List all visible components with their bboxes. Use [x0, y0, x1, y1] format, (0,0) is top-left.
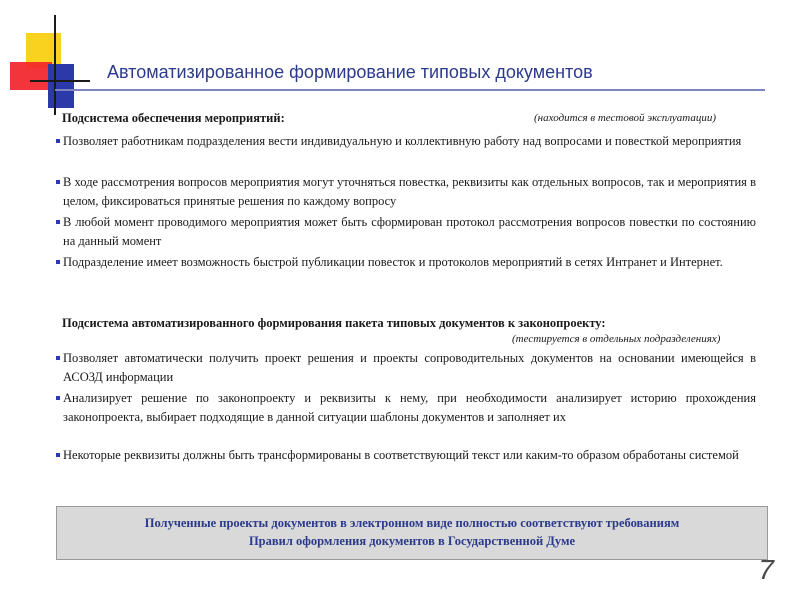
bullet-marker	[56, 396, 60, 400]
slide-title: Автоматизированное формирование типовых документов	[107, 62, 593, 82]
section2-status: (тестируется в отдельных подразделениях)	[512, 333, 721, 345]
bullet-marker	[56, 453, 60, 457]
bullet-text: Позволяет автоматически получить проект решения и проекты сопроводительных документов на основании имеющейся в АСОЗД информации	[63, 351, 756, 384]
bullet-marker	[56, 220, 60, 224]
page-number: 7	[758, 554, 774, 585]
section1-heading: Подсистема обеспечения мероприятий:	[62, 111, 285, 125]
title-underline	[55, 89, 765, 91]
section2-bullet-2	[56, 389, 756, 426]
bullet-text: Подразделение имеет возможность быстрой публикации повесток и протоколов мероприятий в сетях Интранет и Интернет.	[63, 255, 723, 269]
section1-bullet-4	[56, 253, 756, 272]
bullet-text: В любой момент проводимого мероприятия может быть сформирован протокол рассмотрения вопросов повестки по состоянию на данный момент	[63, 215, 756, 248]
bullet-marker	[56, 356, 60, 360]
section1-bullet-2	[56, 173, 756, 210]
bullet-marker	[56, 139, 60, 143]
section1-bullet-1	[56, 132, 756, 151]
section2-bullet-3	[56, 446, 756, 465]
bullet-marker	[56, 260, 60, 264]
decor-vertical-line	[54, 15, 56, 115]
section1-status: (находится в тестовой эксплуатации)	[534, 112, 716, 124]
bullet-text: Позволяет работникам подразделения вести индивидуальную и коллективную работу над вопросами и повесткой мероприятия	[63, 134, 742, 148]
bullet-text: Анализирует решение по законопроекту и реквизиты к нему, при необходимости анализирует историю прохождения законопроекта, выбирает подходящие в данной ситуации шаблоны документов и заполняет их	[63, 391, 756, 424]
bullet-text: Некоторые реквизиты должны быть трансформированы в соответствующий текст или каким-то образом обработаны системой	[63, 448, 739, 462]
bullet-marker	[56, 180, 60, 184]
callout-line-2: Правил оформления документов в Государственной Думе	[248, 534, 576, 548]
decor-horizontal-line	[30, 80, 90, 82]
conclusion-callout	[56, 506, 768, 560]
section2-heading: Подсистема автоматизированного формирования пакета типовых документов к законопроекту:	[62, 316, 606, 330]
section2-bullet-1	[56, 349, 756, 386]
callout-line-1: Полученные проекты документов в электронном виде полностью соответствуют требованиям	[144, 516, 680, 530]
decor-blue-square	[48, 64, 74, 108]
section1-bullet-3	[56, 213, 756, 250]
bullet-text: В ходе рассмотрения вопросов мероприятия могут уточняться повестка, реквизиты как отдельных вопросов, так и мероприятия в целом, фиксироваться принятые решения по каждому вопросу	[63, 175, 756, 208]
decor-red-square	[10, 62, 52, 90]
